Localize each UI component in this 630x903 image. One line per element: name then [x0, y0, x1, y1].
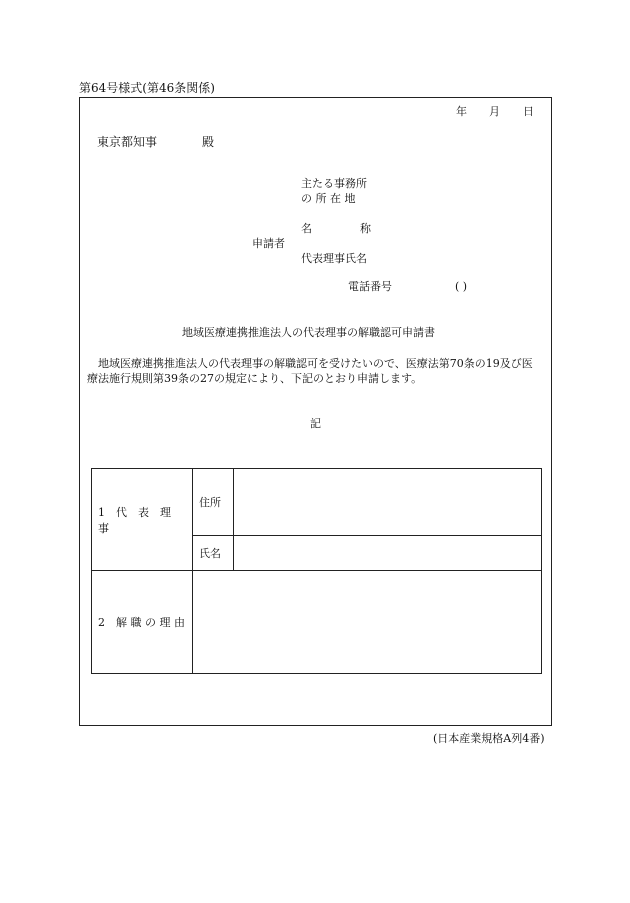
applicant-role-label: 申請者	[252, 237, 285, 250]
corp-name-label-b: 称	[360, 222, 371, 235]
name-value[interactable]	[234, 536, 542, 571]
office-label-line1: 主たる事務所	[301, 177, 367, 190]
representative-name-label: 代表理事氏名	[301, 252, 367, 265]
ki-label: 記	[310, 417, 321, 430]
address-value[interactable]	[234, 469, 542, 536]
paper-size-note: (日本産業規格A列4番)	[433, 732, 545, 745]
body-line-1: 地域医療連携推進法人の代表理事の解職認可を受けたいので、医療法第70条の19及び医	[98, 357, 533, 370]
section2-label: 2 解 職 の 理 由	[92, 571, 193, 674]
corp-name-label-a: 名	[301, 222, 312, 235]
office-label-line2: の 所 在 地	[301, 192, 356, 205]
addressee-name: 東京都知事	[97, 135, 158, 149]
phone-label: 電話番号	[348, 280, 392, 293]
date-day: 日	[523, 105, 534, 118]
document-title: 地域医療連携推進法人の代表理事の解職認可申請書	[182, 326, 435, 339]
addressee-honorific: 殿	[202, 135, 215, 149]
form-number: 第64号様式(第46条関係)	[79, 81, 215, 95]
body-line-2: 療法施行規則第39条の27の規定により、下記のとおり申請します。	[87, 372, 423, 385]
phone-parens: ( )	[455, 280, 468, 293]
name-label: 氏名	[193, 536, 234, 571]
detail-table	[91, 468, 542, 674]
section1-label: 1 代 表 理 事	[92, 469, 193, 571]
date-year: 年	[456, 105, 467, 118]
reason-value[interactable]	[193, 571, 542, 674]
date-month: 月	[489, 105, 500, 118]
address-label: 住所	[193, 469, 234, 536]
